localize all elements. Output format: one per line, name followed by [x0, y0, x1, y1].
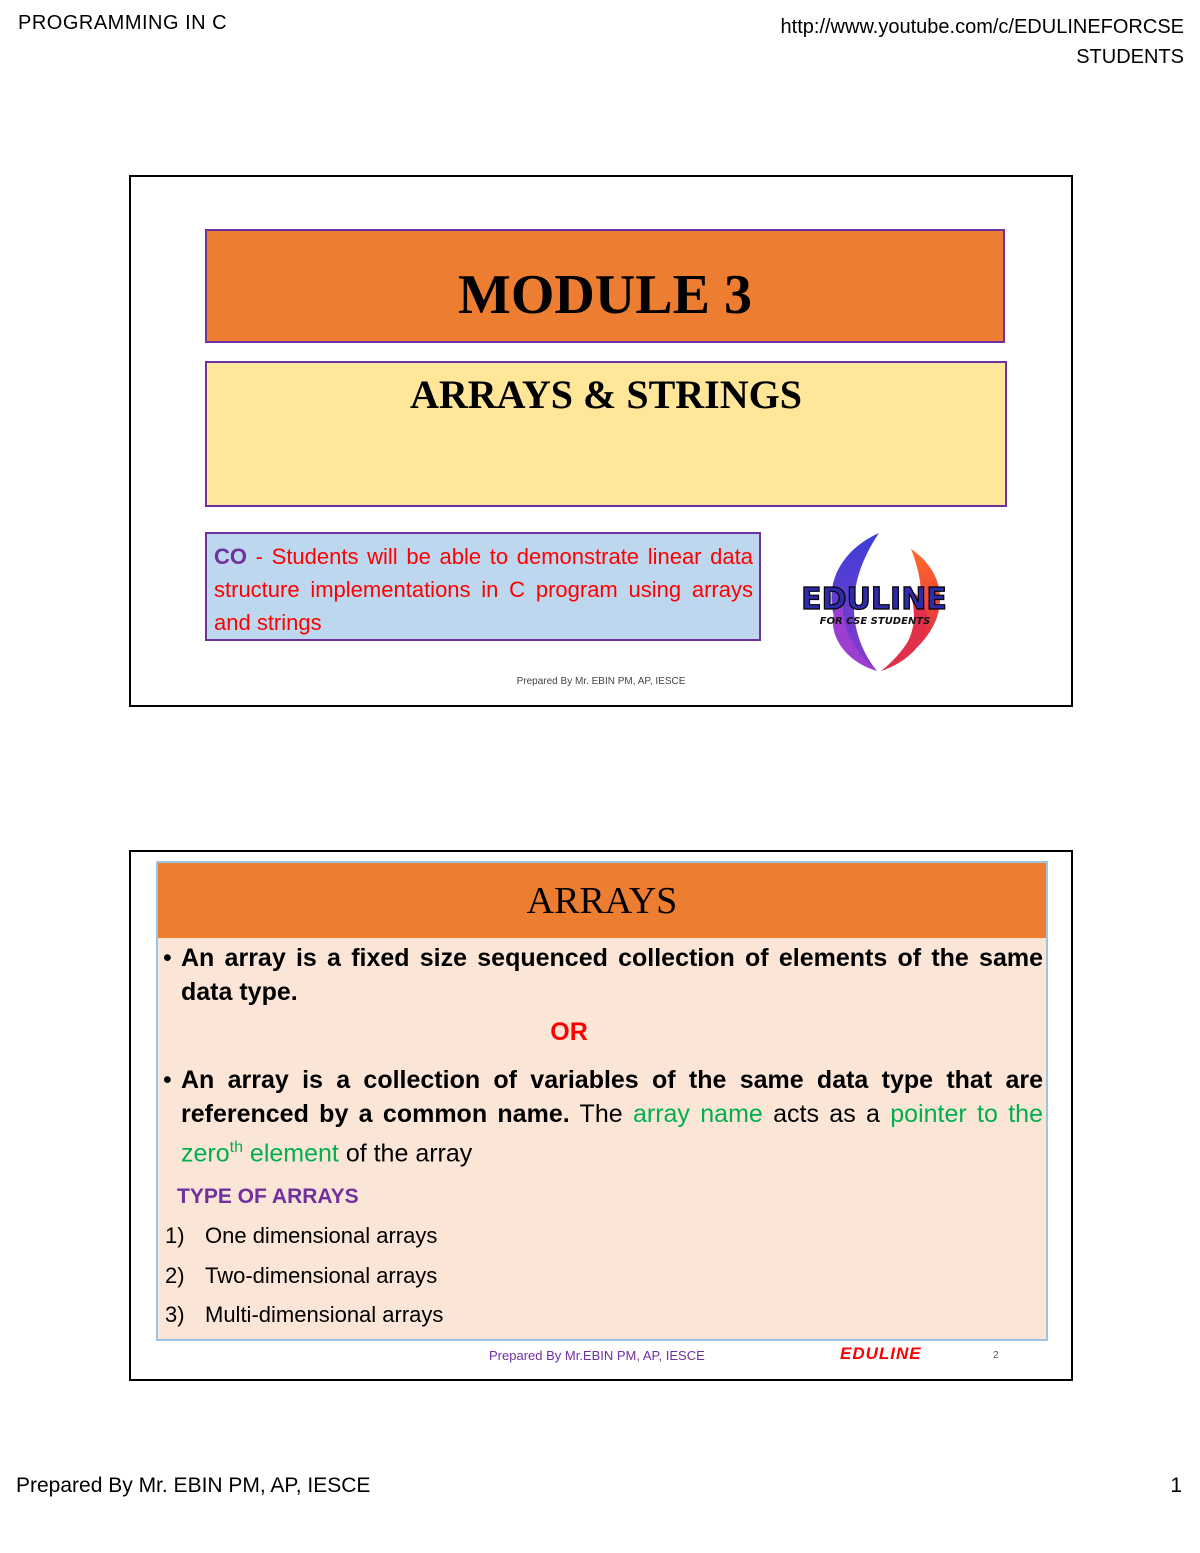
footer-page-number: 1: [1170, 1474, 1182, 1497]
slide2-prepared-by: Prepared By Mr.EBIN PM, AP, IESCE: [489, 1348, 705, 1363]
slide2-brand: EDULINE: [840, 1344, 922, 1363]
slide-module-title: [129, 175, 1073, 707]
list-item-label: Two-dimensional arrays: [205, 1263, 438, 1288]
eduline-logo-icon: [781, 529, 971, 677]
arrays-content-panel: [156, 861, 1048, 1341]
course-outcome-box: [205, 532, 761, 641]
module-subtitle: ARRAYS & STRINGS: [410, 372, 802, 417]
list-item: [165, 1263, 437, 1289]
module-title-box: [205, 229, 1005, 343]
or-separator: OR: [550, 1018, 588, 1046]
header-course-title: PROGRAMMING IN C: [18, 12, 228, 34]
bullet-2-superscript: th: [229, 1139, 243, 1156]
bullet-1-text: An array is a fixed size sequenced collection of elements of the same data type.: [181, 944, 1043, 1006]
bullet-2-the: The: [569, 1100, 633, 1128]
logo-tagline: FOR CSE STUDENTS: [819, 616, 931, 627]
header-url-line1: http://www.youtube.com/c/EDULINEFORCSE: [780, 16, 1184, 38]
bullet-mark: •: [163, 1066, 172, 1094]
bullet-2-pointer: pointer to the zero: [181, 1100, 1043, 1168]
eduline-logo: [781, 529, 971, 677]
slide-arrays: [129, 850, 1073, 1381]
bullet-definition-1: [163, 941, 1043, 1009]
list-item-number: 1): [165, 1223, 185, 1248]
list-item-label: One dimensional arrays: [205, 1223, 438, 1248]
bullet-2-end: of the array: [338, 1139, 473, 1168]
types-of-arrays-heading: TYPE OF ARRAYS: [177, 1185, 359, 1208]
slide1-prepared-by: Prepared By Mr. EBIN PM, AP, IESCE: [516, 676, 686, 687]
list-item-number: 3): [165, 1302, 185, 1327]
bullet-2-element: element: [242, 1139, 339, 1168]
slide2-page-number: 2: [993, 1350, 999, 1361]
arrays-title-bar: [158, 863, 1046, 938]
bullet-2-acts: acts as a: [762, 1100, 891, 1128]
bullet-definition-2: [163, 1063, 1043, 1170]
bullet-mark: •: [163, 944, 172, 972]
module-title: MODULE 3: [458, 264, 752, 326]
bullet-2-text: [163, 1063, 1043, 1170]
co-text: - Students will be able to demonstrate linear data structure implementations in C program using arrays and strings: [214, 544, 753, 635]
logo-text: EDULINE: [801, 582, 947, 617]
list-item-label: Multi-dimensional arrays: [205, 1302, 444, 1327]
list-item: [165, 1223, 437, 1249]
header-youtube-url[interactable]: [781, 12, 1184, 72]
arrays-title: ARRAYS: [526, 879, 678, 922]
header-url-line2: STUDENTS: [1076, 46, 1184, 68]
footer-prepared-by: Prepared By Mr. EBIN PM, AP, IESCE: [16, 1474, 371, 1497]
list-item-number: 2): [165, 1263, 185, 1288]
subtitle-box: [205, 361, 1007, 507]
bullet-2-array-name: array name: [632, 1100, 763, 1128]
co-label: CO: [214, 544, 247, 569]
list-item: [165, 1302, 443, 1328]
bullet-2-bold: An array is a collection of variables of the same data type that are referenced by a common name.: [181, 1066, 1043, 1128]
